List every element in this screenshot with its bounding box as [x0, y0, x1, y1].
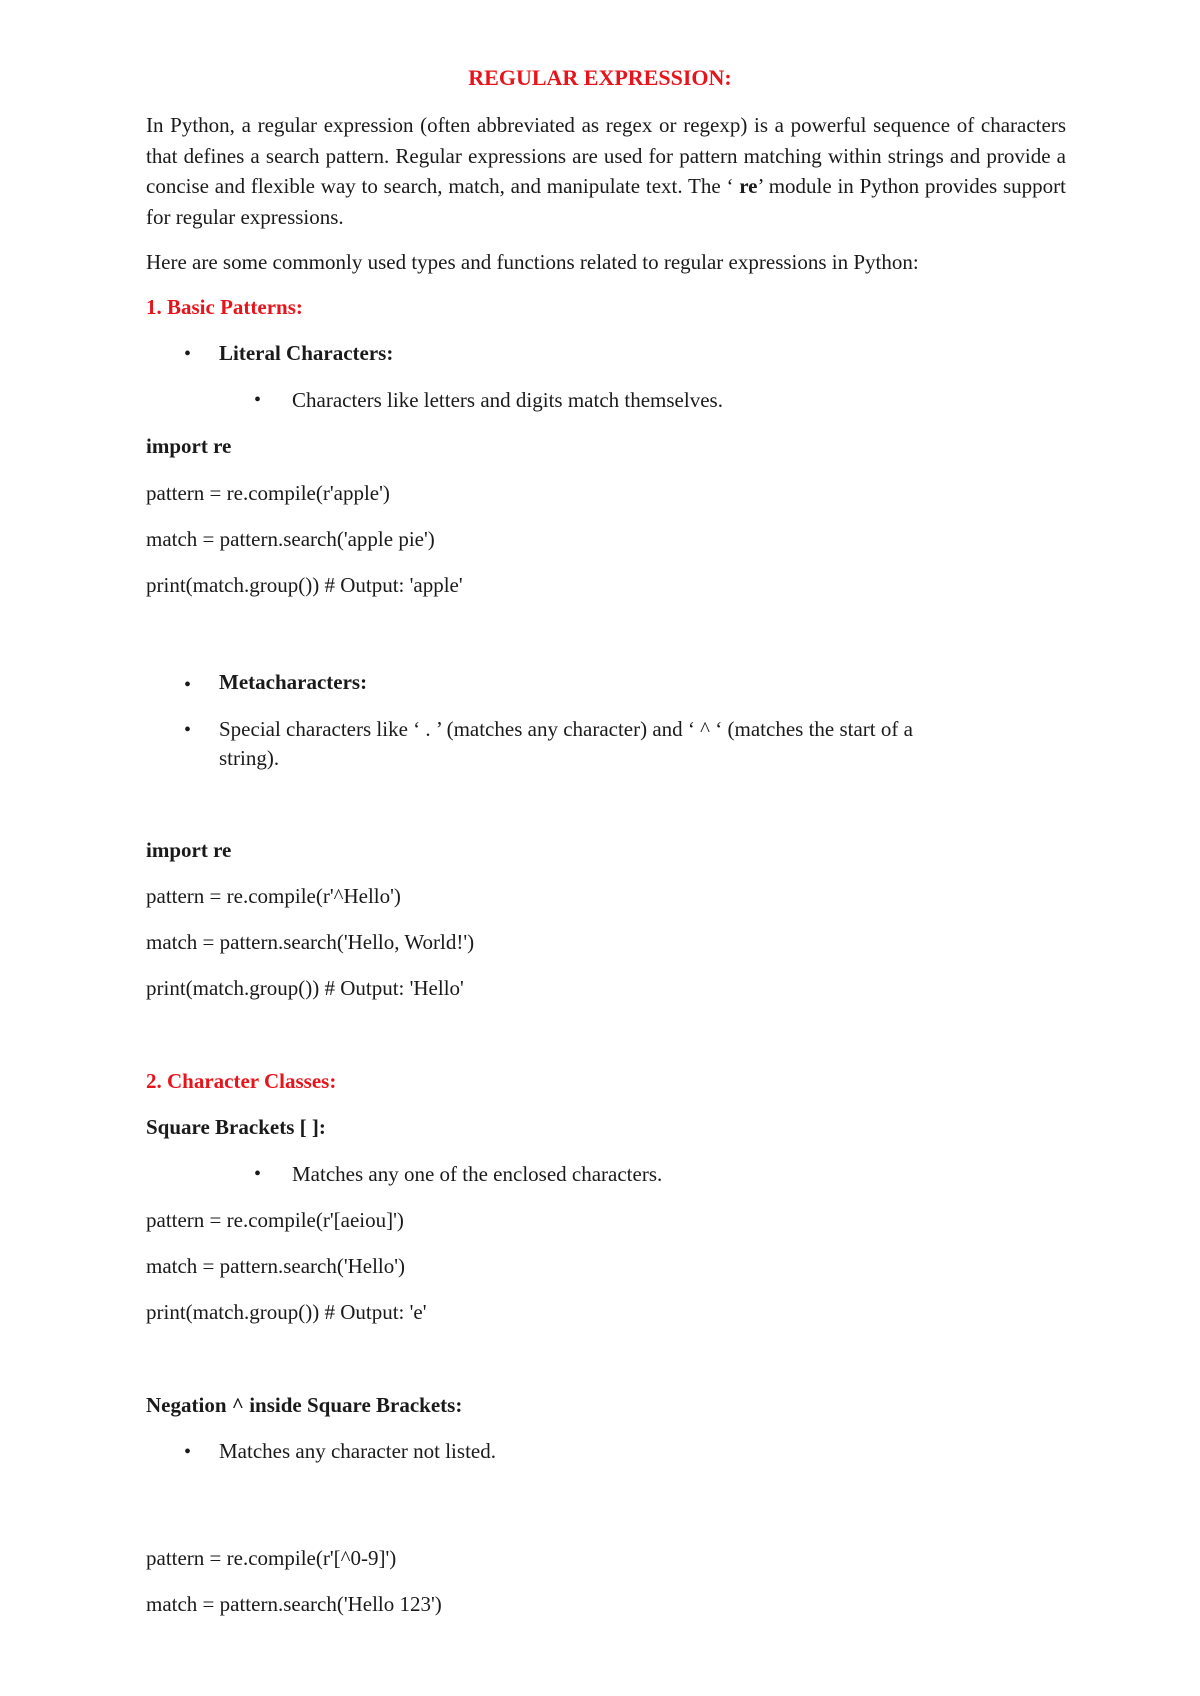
code-line: import re [146, 838, 232, 862]
code-line: pattern = re.compile(r'apple') [146, 481, 390, 505]
intro-text-end: ’ module in Python provides support for regular expressions. [146, 174, 1066, 229]
metacharacters-bullet-line2: string). [219, 746, 280, 770]
intro-paragraph [146, 110, 1066, 232]
bullet-icon: • [184, 674, 192, 696]
re-module-name: re [739, 174, 758, 198]
literal-characters-title: Literal Characters: [219, 341, 394, 365]
code-line: match = pattern.search('Hello 123') [146, 1592, 442, 1616]
code-line: match = pattern.search('Hello, World!') [146, 930, 475, 954]
negation-bullet: Matches any character not listed. [219, 1439, 496, 1463]
square-brackets-title: Square Brackets [ ]: [146, 1115, 326, 1139]
literal-characters-bullet: Characters like letters and digits match themselves. [292, 388, 723, 412]
code-line: pattern = re.compile(r'[aeiou]') [146, 1208, 404, 1232]
types-intro: Here are some commonly used types and functions related to regular expressions in Python: [146, 250, 919, 274]
metacharacters-title: Metacharacters: [219, 670, 368, 694]
code-line: import re [146, 434, 232, 458]
code-line: print(match.group()) # Output: 'Hello' [146, 976, 464, 1000]
bullet-icon: • [184, 719, 192, 741]
bullet-icon: • [184, 1441, 192, 1463]
code-line: pattern = re.compile(r'^Hello') [146, 884, 401, 908]
bullet-icon: • [184, 343, 192, 365]
section-heading-basic-patterns: 1. Basic Patterns: [146, 295, 303, 319]
bullet-icon: • [254, 389, 262, 411]
code-line: match = pattern.search('Hello') [146, 1254, 406, 1278]
bullet-icon: • [254, 1163, 262, 1185]
section-heading-character-classes: 2. Character Classes: [146, 1069, 337, 1093]
document-title: REGULAR EXPRESSION: [468, 65, 732, 90]
negation-title: Negation ^ inside Square Brackets: [146, 1393, 463, 1417]
code-line: print(match.group()) # Output: 'apple' [146, 573, 463, 597]
code-line: match = pattern.search('apple pie') [146, 527, 435, 551]
code-line: print(match.group()) # Output: 'e' [146, 1300, 427, 1324]
square-brackets-bullet: Matches any one of the enclosed characters. [292, 1162, 663, 1186]
intro-text-start: In Python, a regular expression (often abbreviated as regex or regexp) is a powerful sequence of characters that defines a search pattern. Regular expressions are used for pattern matching within strings and provide a concise and flexible way to search, match, and manipulate text. The ‘ [146, 113, 1066, 198]
metacharacters-bullet-line1: Special characters like ‘ . ’ (matches any character) and ‘ ^ ‘ (matches the start of a [219, 717, 913, 741]
code-line: pattern = re.compile(r'[^0-9]') [146, 1546, 397, 1570]
